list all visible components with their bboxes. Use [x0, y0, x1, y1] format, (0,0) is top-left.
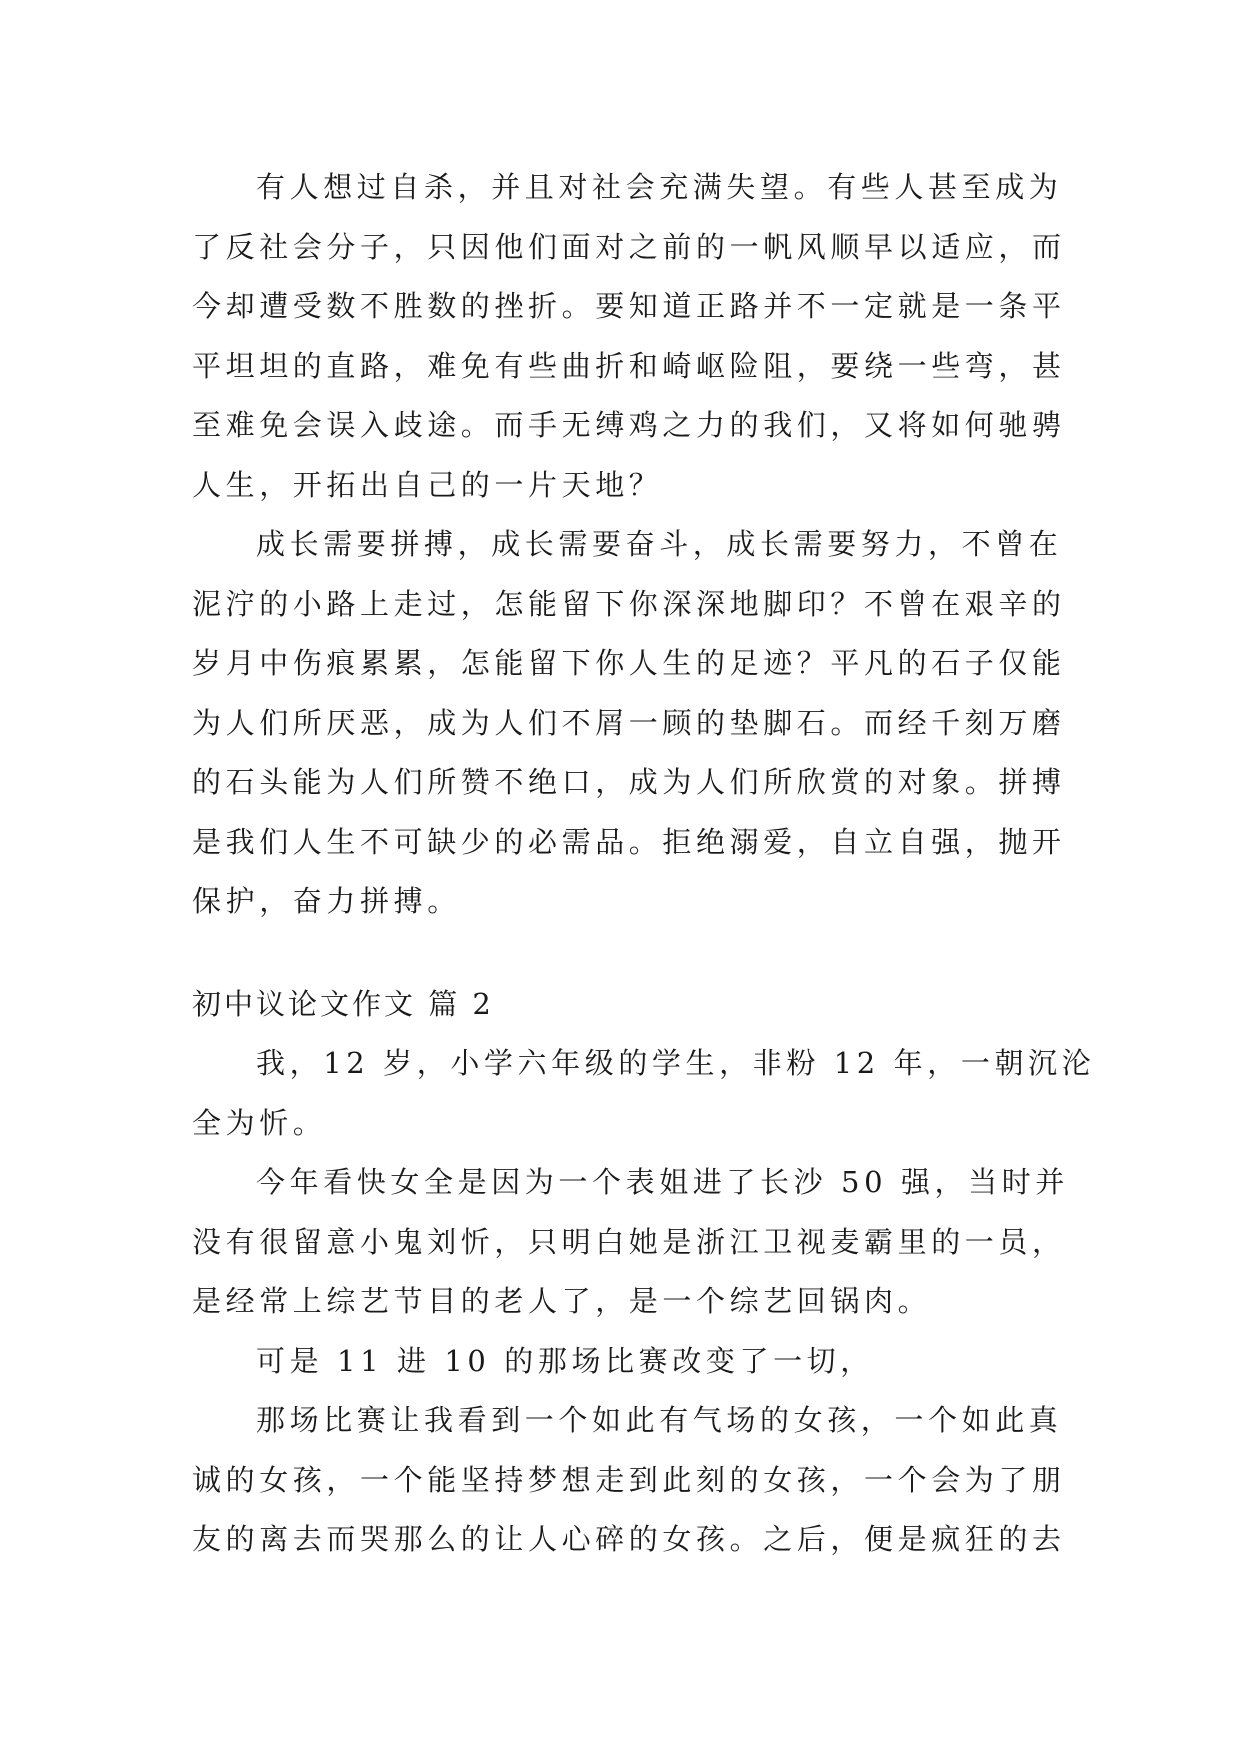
paragraph-line: 那场比赛让我看到一个如此有气场的女孩，一个如此真 [256, 1403, 1063, 1437]
paragraph-line: 是经常上综艺节目的老人了，是一个综艺回锅肉。 [192, 1284, 932, 1318]
paragraph-line: 是我们人生不可缺少的必需品。拒绝溺爱，自立自强，抛开 [192, 824, 1066, 859]
paragraph-line: 今却遭受数不胜数的挫折。要知道正路并不一定就是一条平 [192, 289, 1066, 323]
paragraph-line: 保护，奋力拼搏。 [192, 884, 461, 918]
paragraph-3 [192, 1034, 1096, 1153]
paragraph-line: 人生，开拓出自己的一片天地？ [192, 467, 663, 502]
paragraph-line: 的石头能为人们所赞不绝口，成为人们所欣赏的对象。拼搏 [192, 765, 1066, 799]
paragraph-line: 诚的女孩，一个能坚持梦想走到此刻的女孩，一个会为了朋 [192, 1462, 1066, 1497]
paragraph-4 [192, 1153, 1069, 1332]
paragraph-line: 为人们所厌恶，成为人们不屑一顾的垫脚石。而经千刻万磨 [192, 705, 1066, 740]
paragraph-line: 我，12 岁，小学六年级的学生，非粉 12 年，一朝沉沦 [256, 1046, 1096, 1080]
paragraph-line: 平坦坦的直路，难免有些曲折和崎岖险阻，要绕一些弯，甚 [192, 348, 1066, 383]
section-title: 初中议论文作文 篇 2 [192, 986, 494, 1021]
paragraph-line: 岁月中伤痕累累，怎能留下你人生的足迹？平凡的石子仅能 [192, 646, 1066, 680]
paragraph-line: 至难免会误入歧途。而手无缚鸡之力的我们，又将如何驰骋 [192, 408, 1066, 442]
paragraph-line: 成长需要拼搏，成长需要奋斗，成长需要努力，不曾在 [256, 527, 1063, 561]
paragraph-line: 友的离去而哭那么的让人心碎的女孩。之后，便是疯狂的去 [192, 1522, 1066, 1556]
paragraph-line: 今年看快女全是因为一个表姐进了长沙 50 强，当时并 [256, 1165, 1069, 1199]
document-body [192, 158, 1096, 1570]
paragraph-line: 泥泞的小路上走过，怎能留下你深深地脚印？不曾在艰辛的 [192, 586, 1066, 621]
paragraph-6 [192, 1391, 1066, 1570]
paragraph-line: 了反社会分子，只因他们面对之前的一帆风顺早以适应，而 [192, 229, 1066, 264]
paragraph-line: 有人想过自杀，并且对社会充满失望。有些人甚至成为 [256, 170, 1063, 204]
paragraph-line: 可是 11 进 10 的那场比赛改变了一切， [256, 1343, 874, 1378]
paragraph-1 [192, 158, 1066, 515]
paragraph-line: 没有很留意小鬼刘忻，只明白她是浙江卫视麦霸里的一员， [192, 1224, 1066, 1259]
paragraph-2 [192, 515, 1066, 932]
paragraph-line: 全为忻。 [192, 1105, 327, 1140]
paragraph-5 [192, 1332, 1052, 1392]
